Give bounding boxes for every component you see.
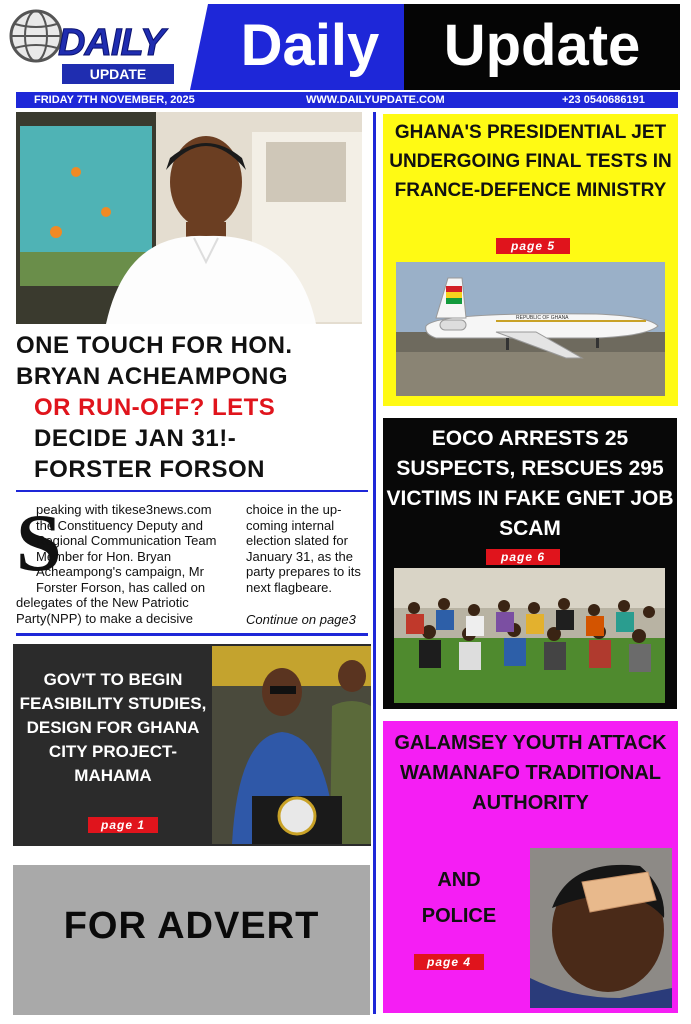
headline-line: AND <box>437 869 481 891</box>
divider-line <box>16 490 368 492</box>
suspects-photo <box>394 568 665 703</box>
article-column-b: choice in the up-coming internal election slated for January 31, as the party prepares to its next flagbeare. <box>246 502 361 595</box>
eoco-story-page-badge[interactable]: page 6 <box>486 549 560 565</box>
globe-icon <box>8 8 64 64</box>
logo-daily-text: DAILY <box>58 22 165 64</box>
lead-story-headline[interactable] <box>16 330 374 485</box>
continue-link[interactable]: Continue on page3 <box>246 612 356 627</box>
gov-story-page-badge[interactable]: page 1 <box>88 817 158 833</box>
headline-line-highlight: OR RUN-OFF? LETS <box>34 394 276 421</box>
headline-line: ONE TOUCH FOR HON. <box>16 332 293 359</box>
headline-line: BRYAN ACHEAMPONG <box>16 363 289 390</box>
gov-story-headline: GOV'T TO BEGIN FEASIBILITY STUDIES, DESIGN FOR GHANA CITY PROJECT-MAHAMA <box>19 670 207 785</box>
headline-line: DECIDE JAN 31!- <box>34 425 237 452</box>
lead-story-photo <box>16 112 362 324</box>
gov-story-photo <box>212 646 371 844</box>
phone-number: +23 0540686191 <box>562 94 645 106</box>
drop-cap: S <box>16 497 62 588</box>
galamsey-story-page-badge[interactable]: page 4 <box>414 954 484 970</box>
jet-photo <box>396 262 665 396</box>
galamsey-headline-end <box>400 862 518 934</box>
info-bar <box>16 92 678 108</box>
jet-story-page-badge[interactable]: page 5 <box>496 238 570 254</box>
eoco-story-headline: EOCO ARRESTS 25 SUSPECTS, RESCUES 295 VICTIMS IN FAKE GNET JOB SCAM <box>386 427 674 540</box>
headline-line: FORSTER FORSON <box>34 456 266 483</box>
masthead-title-daily: Daily <box>240 13 380 78</box>
divider-line <box>16 633 368 636</box>
galamsey-story-headline: GALAMSEY YOUTH ATTACK WAMANAFO TRADITIONAL AUTHORITY <box>394 732 667 814</box>
plane-marking: REPUBLIC OF GHANA <box>516 315 569 321</box>
masthead-title-update: Update <box>443 13 641 78</box>
advert-text: FOR ADVERT <box>63 905 320 947</box>
logo-update-text: UPDATE <box>62 64 174 84</box>
article-column-a-end: delegates of the New Patriotic Party(NPP) to make a decisive <box>16 595 194 626</box>
jet-story-headline: GHANA'S PRESIDENTIAL JET UNDERGOING FINAL TESTS IN FRANCE-DEFENCE MINISTRY <box>389 122 672 201</box>
website-link[interactable]: WWW.DAILYUPDATE.COM <box>306 94 445 106</box>
victim-photo <box>530 848 672 1008</box>
headline-line: POLICE <box>421 905 497 927</box>
article-column-a: peaking with tikese3news.com the Constituency Deputy and Regional Communication Team Member for Hon. Bryan Acheampong's campaign, Mr Forster Forson, has called on <box>36 502 217 595</box>
issue-date: FRIDAY 7TH NOVEMBER, 2025 <box>34 94 195 106</box>
